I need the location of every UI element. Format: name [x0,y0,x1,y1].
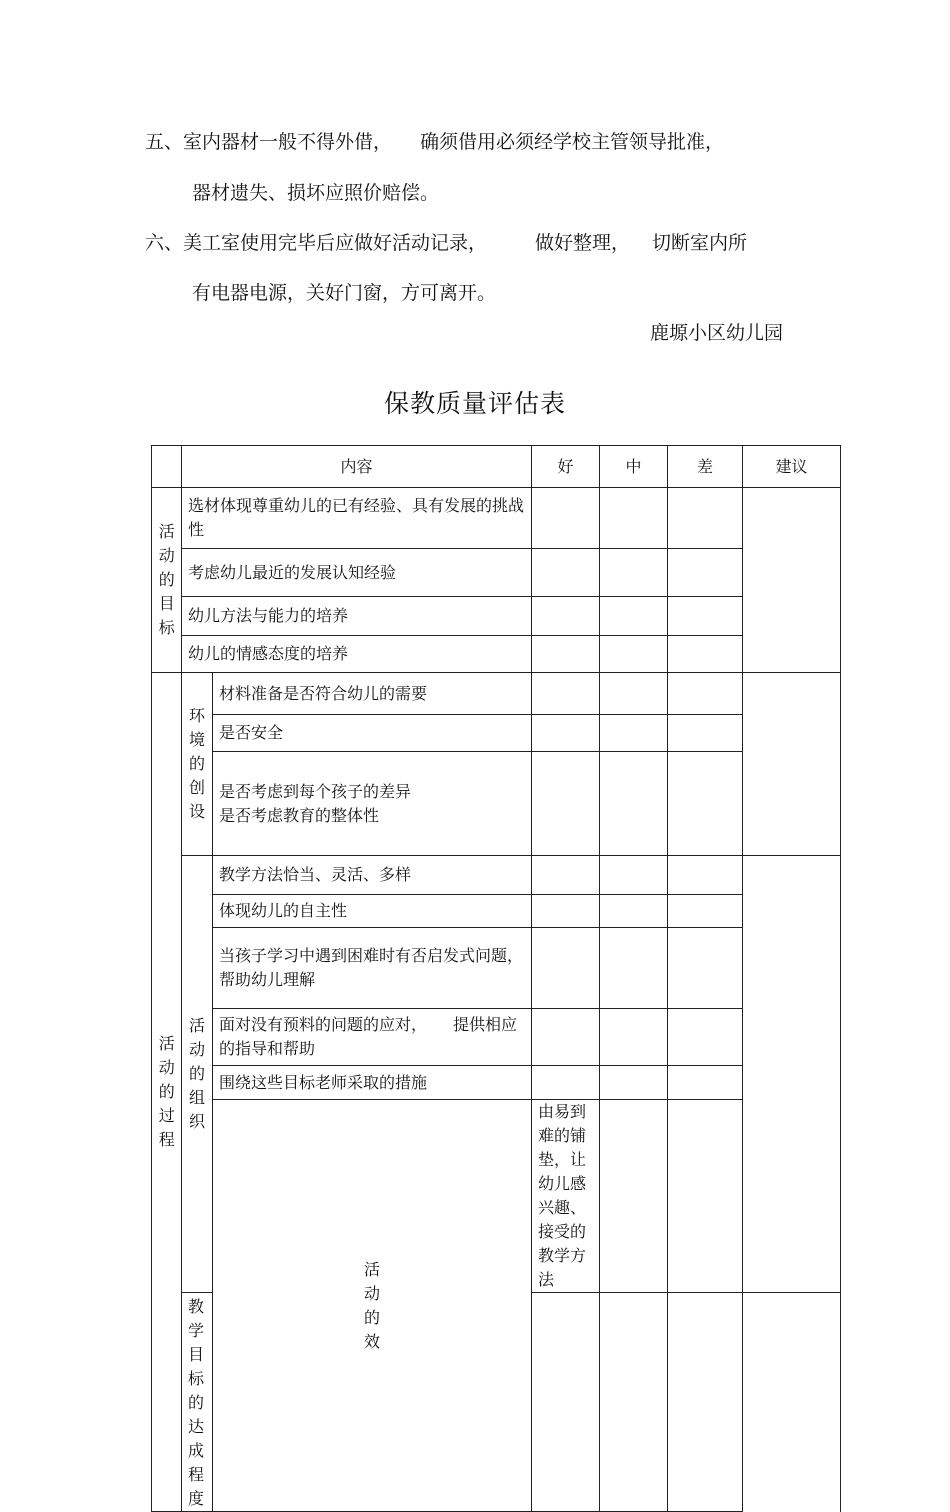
subsection-label-organization-text: 活动的组织 [188,1016,205,1131]
header-content: 内容 [182,446,532,488]
organization-item-4-text-a: 面对没有预料的问题的应对， [219,1015,428,1034]
evaluation-title: 保教质量评估表 [383,389,566,418]
rating-good-cell[interactable] [532,856,600,895]
effect-item-2: 教学目标的达成程度 [182,1293,213,1512]
table-row [152,673,841,715]
table-row [152,1066,841,1100]
header-good: 好 [532,446,600,488]
environment-item-3-line-2: 是否考虑教育的整体性 [219,805,380,825]
rating-good-cell[interactable] [532,752,600,856]
organization-item-1: 教学方法恰当、灵活、多样 [213,856,532,895]
suggestion-cell-goal[interactable] [743,488,841,673]
header-poor: 差 [668,446,743,488]
rating-good-cell[interactable] [532,597,600,636]
goal-item-4: 幼儿的情感态度的培养 [182,636,532,673]
effect-item-1: 由易到难的铺垫，让幼儿感兴趣、接受的教学方法 [532,1100,600,1293]
rating-medium-cell[interactable] [668,1100,743,1293]
rule-item-6-line-1 [145,231,747,255]
rating-poor-cell[interactable] [668,856,743,895]
goal-item-1: 选材体现尊重幼儿的已有经验、具有发展的挑战性 [182,488,532,549]
rating-medium-cell[interactable] [600,715,668,752]
rating-poor-cell[interactable] [668,549,743,597]
rating-good-cell[interactable] [532,636,600,673]
table-row [152,597,841,636]
table-row [152,715,841,752]
signature [650,321,783,345]
rating-poor-cell[interactable] [668,1066,743,1100]
suggestion-cell-organization[interactable] [743,856,841,1293]
rating-medium-cell[interactable] [600,549,668,597]
signature-text: 鹿塬小区幼儿园 [650,322,784,344]
rating-medium-cell[interactable] [600,636,668,673]
section-label-goal-text: 活动的目标 [158,522,175,637]
table-row [152,752,841,856]
rating-poor-cell[interactable] [668,597,743,636]
organization-item-5: 围绕这些目标老师采取的措施 [213,1066,532,1100]
goal-item-2: 考虑幼儿最近的发展认知经验 [182,549,532,597]
environment-item-3-line-1: 是否考虑到每个孩子的差异 [219,781,412,801]
rating-good-cell[interactable] [532,1066,600,1100]
rating-poor-cell[interactable] [668,673,743,715]
rating-poor-cell[interactable] [668,715,743,752]
organization-item-4-text-b: 提供相应的指导和帮助 [219,1015,518,1058]
rating-medium-cell[interactable] [600,856,668,895]
rule-item-5-line-1 [145,130,724,154]
subsection-label-environment-text: 环境的创设 [188,706,205,821]
rule-item-6-line-2 [192,281,496,305]
environment-item-3 [213,752,532,856]
rule-item-5-text-a: 五、室内器材一般不得外借， [145,131,393,153]
rating-good-cell[interactable] [532,1009,600,1066]
subsection-label-effect-text: 活动的效 [363,1259,380,1351]
rating-poor-cell[interactable] [668,1293,743,1512]
rating-good-cell[interactable] [600,1100,668,1293]
suggestion-cell-environment[interactable] [743,673,841,856]
rating-medium-cell[interactable] [600,1066,668,1100]
section-label-process-text: 活动的过程 [158,1034,175,1149]
rule-item-6-text-b: 做好整理， [535,232,631,254]
environment-item-1: 材料准备是否符合幼儿的需要 [213,673,532,715]
rating-good-cell[interactable] [532,715,600,752]
organization-item-2: 体现幼儿的自主性 [213,895,532,928]
table-row [152,895,841,928]
rating-poor-cell[interactable] [668,895,743,928]
rule-item-5-line-2 [192,181,439,205]
evaluation-table [151,445,841,1512]
rule-item-5-text-c: 器材遗失、损坏应照价赔偿。 [192,182,440,204]
rating-good-cell[interactable] [532,1293,600,1512]
rating-poor-cell[interactable] [668,1009,743,1066]
rating-poor-cell[interactable] [668,636,743,673]
section-label-process [152,673,182,1512]
rating-poor-cell[interactable] [668,488,743,549]
table-row [152,1009,841,1066]
subsection-label-effect [213,1100,532,1512]
rating-medium-cell[interactable] [600,752,668,856]
subsection-label-environment [182,673,213,856]
table-row [152,856,841,895]
header-medium: 中 [600,446,668,488]
rating-good-cell[interactable] [532,673,600,715]
rule-item-6-text-c: 切断室内所 [652,232,748,254]
rating-medium-cell[interactable] [600,895,668,928]
subsection-label-organization [182,856,213,1293]
rule-item-6-text-d: 有电器电源，关好门窗，方可离开。 [192,282,497,304]
section-label-goal [152,488,182,673]
rating-medium-cell[interactable] [600,488,668,549]
rule-item-5-text-b: 确须借用必须经学校主管领导批准， [420,131,725,153]
table-row [152,549,841,597]
header-corner-cell [152,446,182,488]
rating-medium-cell[interactable] [600,1009,668,1066]
header-row [152,446,841,488]
rating-poor-cell[interactable] [668,752,743,856]
rating-medium-cell[interactable] [600,597,668,636]
rating-poor-cell[interactable] [668,928,743,1009]
organization-item-3: 当孩子学习中遇到困难时有否启发式问题，帮助幼儿理解 [213,928,532,1009]
table-row [152,636,841,673]
table-row [152,1100,841,1293]
table-row [152,488,841,549]
rating-good-cell[interactable] [532,895,600,928]
rule-item-6-text-a: 六、美工室使用完毕后应做好活动记录， [145,232,488,254]
environment-item-2: 是否安全 [213,715,532,752]
rating-good-cell[interactable] [532,928,600,1009]
organization-item-4 [213,1009,532,1066]
table-row [152,928,841,1009]
goal-item-3: 幼儿方法与能力的培养 [182,597,532,636]
rating-good-cell[interactable] [532,488,600,549]
rating-medium-cell[interactable] [600,928,668,1009]
rating-medium-cell[interactable] [600,1293,668,1512]
header-suggestion: 建议 [743,446,841,488]
rating-medium-cell[interactable] [600,673,668,715]
rating-good-cell[interactable] [532,549,600,597]
